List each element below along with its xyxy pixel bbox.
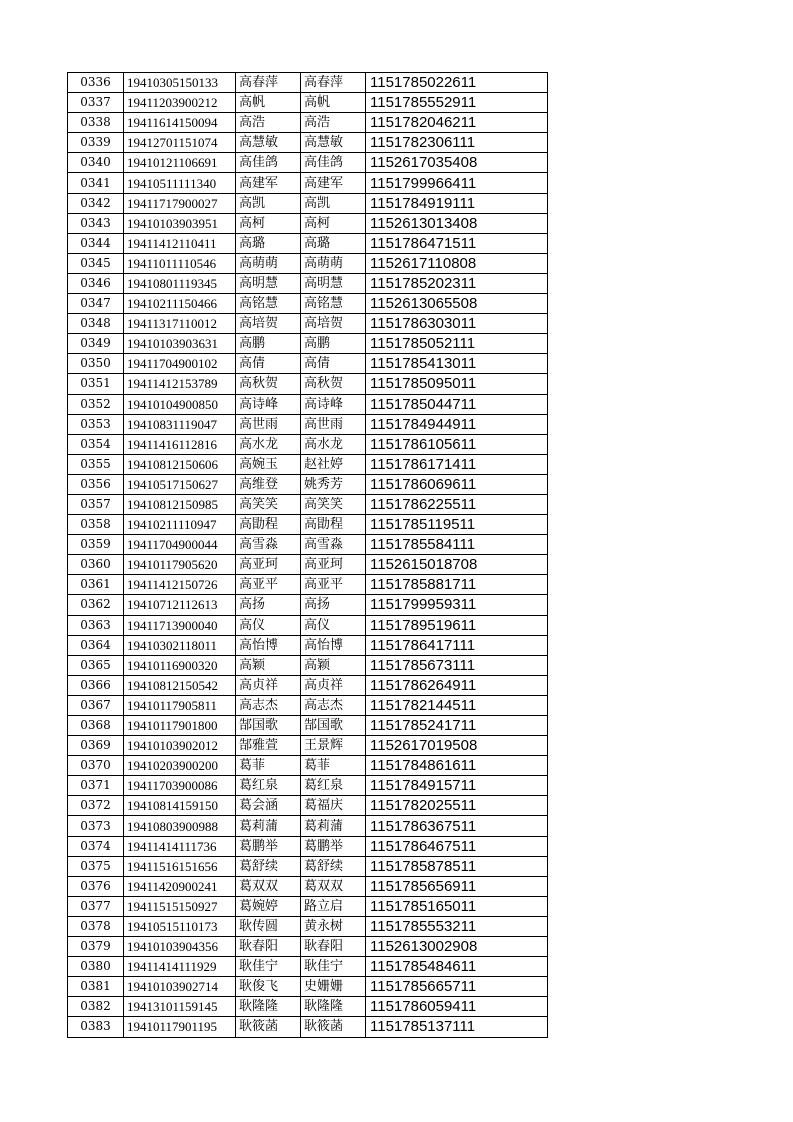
account-number-cell: 1151784915711 xyxy=(366,776,548,796)
name-cell: 高诗峰 xyxy=(236,394,301,414)
table-row xyxy=(68,876,548,896)
account-number-cell: 1151799966411 xyxy=(366,173,548,193)
table-row xyxy=(68,635,548,655)
id-number-cell: 19410517150627 xyxy=(124,474,236,494)
row-number-cell: 0379 xyxy=(68,937,124,957)
id-number-cell: 19410103903951 xyxy=(124,213,236,233)
alt-name-cell: 葛莉蒲 xyxy=(301,816,366,836)
name-cell: 高亚平 xyxy=(236,575,301,595)
row-number-cell: 0341 xyxy=(68,173,124,193)
name-cell: 耿俊飞 xyxy=(236,977,301,997)
account-number-cell: 1151786367511 xyxy=(366,816,548,836)
row-number-cell: 0359 xyxy=(68,535,124,555)
alt-name-cell: 高佳鸽 xyxy=(301,153,366,173)
alt-name-cell: 郜国歌 xyxy=(301,716,366,736)
table-row xyxy=(68,113,548,133)
row-number-cell: 0360 xyxy=(68,555,124,575)
row-number-cell: 0378 xyxy=(68,916,124,936)
id-number-cell: 19410211110947 xyxy=(124,515,236,535)
table-row xyxy=(68,716,548,736)
account-number-cell: 1151785137111 xyxy=(366,1017,548,1037)
table-row xyxy=(68,555,548,575)
alt-name-cell: 高建军 xyxy=(301,173,366,193)
alt-name-cell: 高颖 xyxy=(301,655,366,675)
name-cell: 高贞祥 xyxy=(236,675,301,695)
id-number-cell: 19410104900850 xyxy=(124,394,236,414)
id-number-cell: 19411412150726 xyxy=(124,575,236,595)
table-row xyxy=(68,273,548,293)
name-cell: 高志杰 xyxy=(236,695,301,715)
id-number-cell: 19410103902012 xyxy=(124,736,236,756)
table-row xyxy=(68,93,548,113)
row-number-cell: 0344 xyxy=(68,233,124,253)
account-number-cell: 1151785665711 xyxy=(366,977,548,997)
alt-name-cell: 高凯 xyxy=(301,193,366,213)
name-cell: 高笑笑 xyxy=(236,494,301,514)
table-row xyxy=(68,133,548,153)
table-row xyxy=(68,736,548,756)
table-row xyxy=(68,776,548,796)
row-number-cell: 0346 xyxy=(68,273,124,293)
alt-name-cell: 葛红泉 xyxy=(301,776,366,796)
id-number-cell: 19410712112613 xyxy=(124,595,236,615)
row-number-cell: 0336 xyxy=(68,73,124,93)
name-cell: 高铭慧 xyxy=(236,294,301,314)
name-cell: 高帆 xyxy=(236,93,301,113)
id-number-cell: 19411317110012 xyxy=(124,314,236,334)
alt-name-cell: 高萌萌 xyxy=(301,253,366,273)
name-cell: 葛会涵 xyxy=(236,796,301,816)
name-cell: 高萌萌 xyxy=(236,253,301,273)
row-number-cell: 0372 xyxy=(68,796,124,816)
alt-name-cell: 耿佳宁 xyxy=(301,957,366,977)
id-number-cell: 19410515110173 xyxy=(124,916,236,936)
id-number-cell: 19410812150985 xyxy=(124,494,236,514)
roster-table xyxy=(67,72,548,1038)
row-number-cell: 0373 xyxy=(68,816,124,836)
account-number-cell: 1151786105611 xyxy=(366,434,548,454)
id-number-cell: 19411414111929 xyxy=(124,957,236,977)
id-number-cell: 19410831119047 xyxy=(124,414,236,434)
name-cell: 高培贺 xyxy=(236,314,301,334)
table-row xyxy=(68,836,548,856)
alt-name-cell: 黄永树 xyxy=(301,916,366,936)
account-number-cell: 1151785413011 xyxy=(366,354,548,374)
table-row xyxy=(68,474,548,494)
id-number-cell: 19410117901800 xyxy=(124,716,236,736)
name-cell: 高亚珂 xyxy=(236,555,301,575)
id-number-cell: 19410305150133 xyxy=(124,73,236,93)
name-cell: 高明慧 xyxy=(236,273,301,293)
account-number-cell: 1152617019508 xyxy=(366,736,548,756)
alt-name-cell: 高亚平 xyxy=(301,575,366,595)
alt-name-cell: 赵社婷 xyxy=(301,454,366,474)
row-number-cell: 0381 xyxy=(68,977,124,997)
table-row xyxy=(68,816,548,836)
row-number-cell: 0362 xyxy=(68,595,124,615)
name-cell: 高婉玉 xyxy=(236,454,301,474)
account-number-cell: 1151786471511 xyxy=(366,233,548,253)
alt-name-cell: 高勖程 xyxy=(301,515,366,535)
alt-name-cell: 高明慧 xyxy=(301,273,366,293)
account-number-cell: 1151785119511 xyxy=(366,515,548,535)
alt-name-cell: 耿春阳 xyxy=(301,937,366,957)
account-number-cell: 1151785022611 xyxy=(366,73,548,93)
id-number-cell: 19410117905620 xyxy=(124,555,236,575)
alt-name-cell: 高雪淼 xyxy=(301,535,366,555)
account-number-cell: 1152615018708 xyxy=(366,555,548,575)
alt-name-cell: 耿隆隆 xyxy=(301,997,366,1017)
account-number-cell: 1151785656911 xyxy=(366,876,548,896)
row-number-cell: 0365 xyxy=(68,655,124,675)
id-number-cell: 19411203900212 xyxy=(124,93,236,113)
name-cell: 葛双双 xyxy=(236,876,301,896)
row-number-cell: 0370 xyxy=(68,756,124,776)
id-number-cell: 19410103903631 xyxy=(124,334,236,354)
account-number-cell: 1151784861611 xyxy=(366,756,548,776)
id-number-cell: 19410302118011 xyxy=(124,635,236,655)
alt-name-cell: 王景辉 xyxy=(301,736,366,756)
alt-name-cell: 高贞祥 xyxy=(301,675,366,695)
table-row xyxy=(68,575,548,595)
alt-name-cell: 高怡博 xyxy=(301,635,366,655)
table-row xyxy=(68,314,548,334)
id-number-cell: 19410211150466 xyxy=(124,294,236,314)
name-cell: 耿传圆 xyxy=(236,916,301,936)
name-cell: 高春萍 xyxy=(236,73,301,93)
table-row xyxy=(68,957,548,977)
id-number-cell: 19410103904356 xyxy=(124,937,236,957)
row-number-cell: 0356 xyxy=(68,474,124,494)
account-number-cell: 1151785881711 xyxy=(366,575,548,595)
id-number-cell: 19411704900102 xyxy=(124,354,236,374)
alt-name-cell: 高慧敏 xyxy=(301,133,366,153)
name-cell: 高雪淼 xyxy=(236,535,301,555)
id-number-cell: 19410511111340 xyxy=(124,173,236,193)
table-row xyxy=(68,977,548,997)
row-number-cell: 0367 xyxy=(68,695,124,715)
table-row xyxy=(68,515,548,535)
row-number-cell: 0375 xyxy=(68,856,124,876)
name-cell: 高柯 xyxy=(236,213,301,233)
name-cell: 高建军 xyxy=(236,173,301,193)
name-cell: 高秋贺 xyxy=(236,374,301,394)
alt-name-cell: 高志杰 xyxy=(301,695,366,715)
name-cell: 高世雨 xyxy=(236,414,301,434)
account-number-cell: 1151785552911 xyxy=(366,93,548,113)
account-number-cell: 1151789519611 xyxy=(366,615,548,635)
account-number-cell: 1151785052111 xyxy=(366,334,548,354)
account-number-cell: 1151785484611 xyxy=(366,957,548,977)
id-number-cell: 19410116900320 xyxy=(124,655,236,675)
name-cell: 葛鹏举 xyxy=(236,836,301,856)
account-number-cell: 1151785095011 xyxy=(366,374,548,394)
name-cell: 高慧敏 xyxy=(236,133,301,153)
alt-name-cell: 高帆 xyxy=(301,93,366,113)
account-number-cell: 1152613065508 xyxy=(366,294,548,314)
name-cell: 高颖 xyxy=(236,655,301,675)
table-row xyxy=(68,1017,548,1037)
name-cell: 高怡博 xyxy=(236,635,301,655)
id-number-cell: 19412701151074 xyxy=(124,133,236,153)
account-number-cell: 1151786059411 xyxy=(366,997,548,1017)
alt-name-cell: 高仪 xyxy=(301,615,366,635)
id-number-cell: 19410203900200 xyxy=(124,756,236,776)
id-number-cell: 19410814159150 xyxy=(124,796,236,816)
account-number-cell: 1151785553211 xyxy=(366,916,548,936)
row-number-cell: 0368 xyxy=(68,716,124,736)
alt-name-cell: 路立启 xyxy=(301,896,366,916)
table-row xyxy=(68,394,548,414)
account-number-cell: 1151785878511 xyxy=(366,856,548,876)
table-row xyxy=(68,916,548,936)
row-number-cell: 0374 xyxy=(68,836,124,856)
account-number-cell: 1151786225511 xyxy=(366,494,548,514)
table-row xyxy=(68,213,548,233)
row-number-cell: 0347 xyxy=(68,294,124,314)
table-row xyxy=(68,796,548,816)
account-number-cell: 1151784919111 xyxy=(366,193,548,213)
table-row xyxy=(68,896,548,916)
account-number-cell: 1151786417111 xyxy=(366,635,548,655)
alt-name-cell: 高春萍 xyxy=(301,73,366,93)
row-number-cell: 0340 xyxy=(68,153,124,173)
id-number-cell: 19411713900040 xyxy=(124,615,236,635)
id-number-cell: 19411420900241 xyxy=(124,876,236,896)
row-number-cell: 0338 xyxy=(68,113,124,133)
id-number-cell: 19411011110546 xyxy=(124,253,236,273)
table-row xyxy=(68,153,548,173)
alt-name-cell: 葛双双 xyxy=(301,876,366,896)
row-number-cell: 0355 xyxy=(68,454,124,474)
row-number-cell: 0354 xyxy=(68,434,124,454)
row-number-cell: 0353 xyxy=(68,414,124,434)
id-number-cell: 19410121106691 xyxy=(124,153,236,173)
alt-name-cell: 耿筱菡 xyxy=(301,1017,366,1037)
table-row xyxy=(68,454,548,474)
alt-name-cell: 姚秀芳 xyxy=(301,474,366,494)
name-cell: 葛红泉 xyxy=(236,776,301,796)
account-number-cell: 1151785673111 xyxy=(366,655,548,675)
table-row xyxy=(68,655,548,675)
account-number-cell: 1151786467511 xyxy=(366,836,548,856)
account-number-cell: 1152617035408 xyxy=(366,153,548,173)
name-cell: 耿隆隆 xyxy=(236,997,301,1017)
account-number-cell: 1151782144511 xyxy=(366,695,548,715)
alt-name-cell: 高倩 xyxy=(301,354,366,374)
id-number-cell: 19411416112816 xyxy=(124,434,236,454)
id-number-cell: 19411717900027 xyxy=(124,193,236,213)
name-cell: 郜雅萱 xyxy=(236,736,301,756)
account-number-cell: 1151786171411 xyxy=(366,454,548,474)
alt-name-cell: 葛鹏举 xyxy=(301,836,366,856)
name-cell: 高维登 xyxy=(236,474,301,494)
name-cell: 高鹏 xyxy=(236,334,301,354)
name-cell: 高勖程 xyxy=(236,515,301,535)
account-number-cell: 1151786264911 xyxy=(366,675,548,695)
name-cell: 高璐 xyxy=(236,233,301,253)
alt-name-cell: 葛舒续 xyxy=(301,856,366,876)
table-row xyxy=(68,374,548,394)
row-number-cell: 0380 xyxy=(68,957,124,977)
table-row xyxy=(68,675,548,695)
table-row xyxy=(68,937,548,957)
alt-name-cell: 高扬 xyxy=(301,595,366,615)
alt-name-cell: 高亚珂 xyxy=(301,555,366,575)
alt-name-cell: 高秋贺 xyxy=(301,374,366,394)
table-row xyxy=(68,434,548,454)
alt-name-cell: 高浩 xyxy=(301,113,366,133)
account-number-cell: 1151782046211 xyxy=(366,113,548,133)
row-number-cell: 0345 xyxy=(68,253,124,273)
id-number-cell: 19411614150094 xyxy=(124,113,236,133)
id-number-cell: 19410803900988 xyxy=(124,816,236,836)
account-number-cell: 1152617110808 xyxy=(366,253,548,273)
table-row xyxy=(68,595,548,615)
row-number-cell: 0348 xyxy=(68,314,124,334)
table-row xyxy=(68,173,548,193)
account-number-cell: 1151799959311 xyxy=(366,595,548,615)
name-cell: 高扬 xyxy=(236,595,301,615)
row-number-cell: 0377 xyxy=(68,896,124,916)
name-cell: 郜国歌 xyxy=(236,716,301,736)
table-row xyxy=(68,997,548,1017)
id-number-cell: 19410117905811 xyxy=(124,695,236,715)
name-cell: 高浩 xyxy=(236,113,301,133)
id-number-cell: 19411412153789 xyxy=(124,374,236,394)
account-number-cell: 1151785584111 xyxy=(366,535,548,555)
name-cell: 高水龙 xyxy=(236,434,301,454)
name-cell: 高倩 xyxy=(236,354,301,374)
id-number-cell: 19410801119345 xyxy=(124,273,236,293)
table-row xyxy=(68,856,548,876)
name-cell: 耿佳宁 xyxy=(236,957,301,977)
row-number-cell: 0366 xyxy=(68,675,124,695)
row-number-cell: 0382 xyxy=(68,997,124,1017)
row-number-cell: 0349 xyxy=(68,334,124,354)
account-number-cell: 1151785202311 xyxy=(366,273,548,293)
alt-name-cell: 高鹏 xyxy=(301,334,366,354)
row-number-cell: 0369 xyxy=(68,736,124,756)
id-number-cell: 19411412110411 xyxy=(124,233,236,253)
alt-name-cell: 高培贺 xyxy=(301,314,366,334)
id-number-cell: 19411516151656 xyxy=(124,856,236,876)
name-cell: 葛菲 xyxy=(236,756,301,776)
id-number-cell: 19410103902714 xyxy=(124,977,236,997)
table-row xyxy=(68,354,548,374)
alt-name-cell: 高诗峰 xyxy=(301,394,366,414)
row-number-cell: 0352 xyxy=(68,394,124,414)
account-number-cell: 1151785165011 xyxy=(366,896,548,916)
account-number-cell: 1152613002908 xyxy=(366,937,548,957)
row-number-cell: 0342 xyxy=(68,193,124,213)
row-number-cell: 0350 xyxy=(68,354,124,374)
id-number-cell: 19410117901195 xyxy=(124,1017,236,1037)
alt-name-cell: 高世雨 xyxy=(301,414,366,434)
alt-name-cell: 葛福庆 xyxy=(301,796,366,816)
id-number-cell: 19411704900044 xyxy=(124,535,236,555)
alt-name-cell: 高水龙 xyxy=(301,434,366,454)
table-row xyxy=(68,73,548,93)
id-number-cell: 19411414111736 xyxy=(124,836,236,856)
name-cell: 耿春阳 xyxy=(236,937,301,957)
account-number-cell: 1151785044711 xyxy=(366,394,548,414)
row-number-cell: 0361 xyxy=(68,575,124,595)
account-number-cell: 1152613013408 xyxy=(366,213,548,233)
table-row xyxy=(68,535,548,555)
table-row xyxy=(68,334,548,354)
name-cell: 葛婉婷 xyxy=(236,896,301,916)
account-number-cell: 1151784944911 xyxy=(366,414,548,434)
account-number-cell: 1151786303011 xyxy=(366,314,548,334)
row-number-cell: 0339 xyxy=(68,133,124,153)
alt-name-cell: 葛菲 xyxy=(301,756,366,776)
row-number-cell: 0358 xyxy=(68,515,124,535)
row-number-cell: 0383 xyxy=(68,1017,124,1037)
row-number-cell: 0357 xyxy=(68,494,124,514)
table-row xyxy=(68,695,548,715)
table-row xyxy=(68,615,548,635)
alt-name-cell: 史姗姗 xyxy=(301,977,366,997)
row-number-cell: 0371 xyxy=(68,776,124,796)
row-number-cell: 0376 xyxy=(68,876,124,896)
table-row xyxy=(68,253,548,273)
id-number-cell: 19410812150542 xyxy=(124,675,236,695)
row-number-cell: 0343 xyxy=(68,213,124,233)
row-number-cell: 0351 xyxy=(68,374,124,394)
id-number-cell: 19410812150606 xyxy=(124,454,236,474)
alt-name-cell: 高铭慧 xyxy=(301,294,366,314)
name-cell: 葛莉蒲 xyxy=(236,816,301,836)
table-row xyxy=(68,193,548,213)
table-row xyxy=(68,756,548,776)
account-number-cell: 1151786069611 xyxy=(366,474,548,494)
id-number-cell: 19411703900086 xyxy=(124,776,236,796)
name-cell: 耿筱菡 xyxy=(236,1017,301,1037)
row-number-cell: 0363 xyxy=(68,615,124,635)
name-cell: 高佳鸽 xyxy=(236,153,301,173)
table-row xyxy=(68,294,548,314)
alt-name-cell: 高柯 xyxy=(301,213,366,233)
roster-table-body xyxy=(68,73,548,1038)
name-cell: 高仪 xyxy=(236,615,301,635)
name-cell: 高凯 xyxy=(236,193,301,213)
row-number-cell: 0364 xyxy=(68,635,124,655)
alt-name-cell: 高璐 xyxy=(301,233,366,253)
id-number-cell: 19411515150927 xyxy=(124,896,236,916)
account-number-cell: 1151782025511 xyxy=(366,796,548,816)
table-row xyxy=(68,414,548,434)
account-number-cell: 1151782306111 xyxy=(366,133,548,153)
id-number-cell: 19413101159145 xyxy=(124,997,236,1017)
account-number-cell: 1151785241711 xyxy=(366,716,548,736)
row-number-cell: 0337 xyxy=(68,93,124,113)
name-cell: 葛舒续 xyxy=(236,856,301,876)
table-row xyxy=(68,233,548,253)
table-row xyxy=(68,494,548,514)
alt-name-cell: 高笑笑 xyxy=(301,494,366,514)
